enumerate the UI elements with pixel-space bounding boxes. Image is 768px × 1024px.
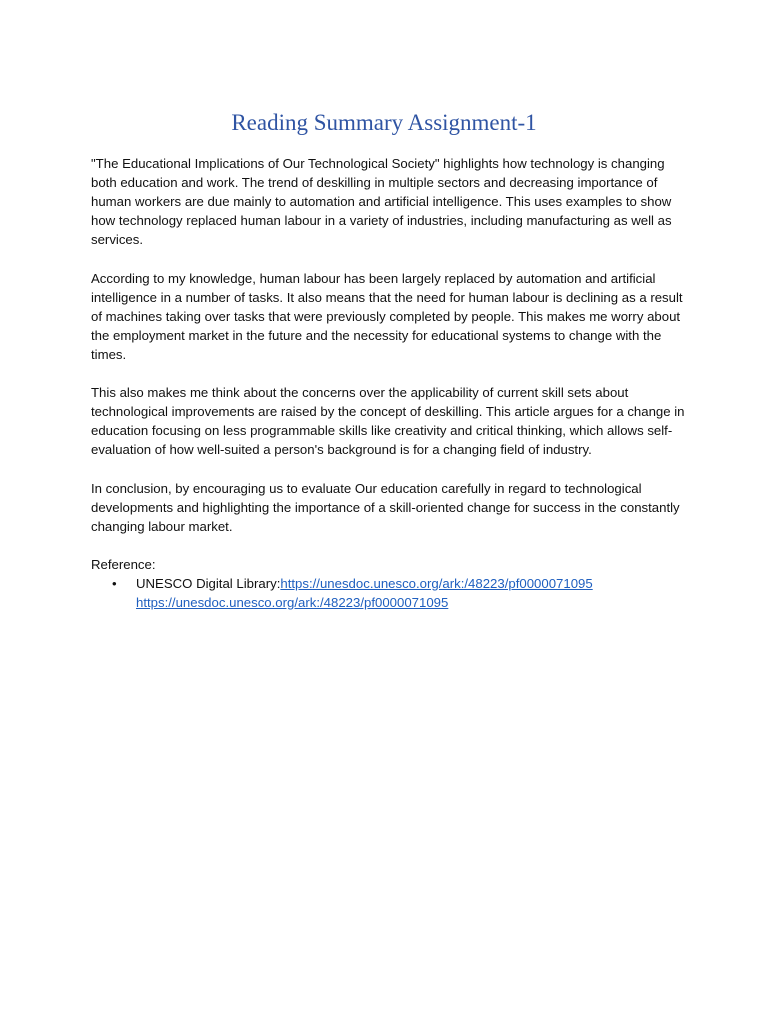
reference-list (91, 574, 687, 612)
page-title: Reading Summary Assignment-1 (231, 110, 537, 135)
reference-item (91, 574, 687, 612)
paragraph-1: "The Educational Implications of Our Technological Society" highlights how technology is changing both education and work. The trend of deskilling in multiple sectors and decreasing importance of human workers are due mainly to automation and artificial intelligence. This uses examples to show how technology replaced human labour in a variety of industries, including manufacturing as well as services. (91, 156, 672, 248)
reference-link-1[interactable]: https://unesdoc.unesco.org/ark:/48223/pf0000071095 (280, 576, 593, 592)
paragraph-2: According to my knowledge, human labour has been largely replaced by automation and artificial intelligence in a number of tasks. It also means that the need for human labour is declining as a result of machines taking over tasks that were previously completed by people. This makes me worry about the employment market in the future and the necessity for educational systems to change with the times. (91, 270, 683, 362)
bullet-icon: • (112, 576, 117, 592)
reference-link-2[interactable]: https://unesdoc.unesco.org/ark:/48223/pf0000071095 (136, 595, 449, 611)
paragraph-4: In conclusion, by encouraging us to evaluate Our education carefully in regard to technological developments and highlighting the importance of a skill-oriented change for success in the constantly changing labour market. (91, 480, 680, 534)
reference-source-label: UNESCO Digital Library: (136, 576, 281, 592)
reference-label: Reference: (91, 556, 156, 572)
paragraph-3: This also makes me think about the concerns over the applicability of current skill sets about technological improvements are raised by the concept of deskilling. This article argues for a change in education focusing on less programmable skills like creativity and critical thinking, which allows self-evaluation of how well-suited a person's background is for a changing field of industry. (91, 385, 685, 458)
document-body (91, 154, 687, 612)
